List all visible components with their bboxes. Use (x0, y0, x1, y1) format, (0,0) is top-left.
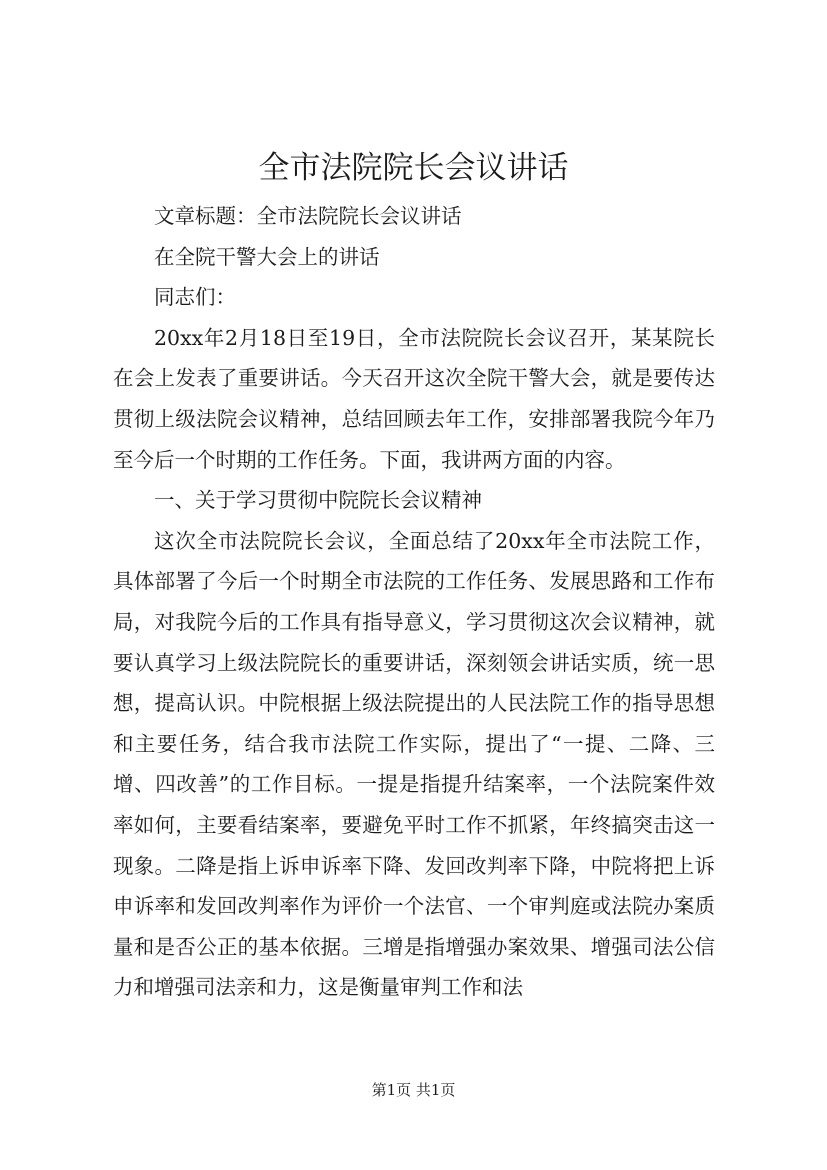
speech-subtitle: 在全院干警大会上的讲话 (154, 244, 380, 269)
salutation: 同志们： (154, 285, 236, 310)
article-title-line: 文章标题：全市法院院长会议讲话 (154, 204, 462, 228)
page-footer: 第1页 共1页 (371, 1081, 456, 1099)
section-heading: 一、关于学习贯彻中院院长会议精神 (154, 488, 482, 513)
document-title: 全市法院院长会议讲话 (258, 150, 569, 186)
body-paragraph: 20xx年2月18日至19日，全市法院院长会议召开，某某院长在会上发表了重要讲话。今天召开这次全院干警大会，就是要传达贯彻上级法院会议精神，总结回顾去年工作，安排部署我院今年乃至今后一个时期的工作任务。下面，我讲两方面的内容。 (113, 325, 715, 472)
document-body (113, 196, 715, 1008)
body-paragraph: 这次全市法院院长会议，全面总结了20xx年全市法院工作，具体部署了今后一个时期全市法院的工作任务、发展思路和工作布局，对我院今后的工作具有指导意义，学习贯彻这次会议精神，就要认真学习上级法院院长的重要讲话，深刻领会讲话实质，统一思想，提高认识。中院根据上级法院提出的人民法院工作的指导思想和主要任务，结合我市法院工作实际，提出了“一提、二降、三增、四改善”的工作目标。一提是指提升结案率，一个法院案件效率如何，主要看结案率，要避免平时工作不抓紧，年终搞突击这一现象。二降是指上诉申诉率下降、发回改判率下降，中院将把上诉申诉率和发回改判率作为评价一个法官、一个审判庭或法院办案质量和是否公正的基本依据。三增是指增强办案效果、增强司法公信力和增强司法亲和力，这是衡量审判工作和法 (113, 528, 715, 1000)
